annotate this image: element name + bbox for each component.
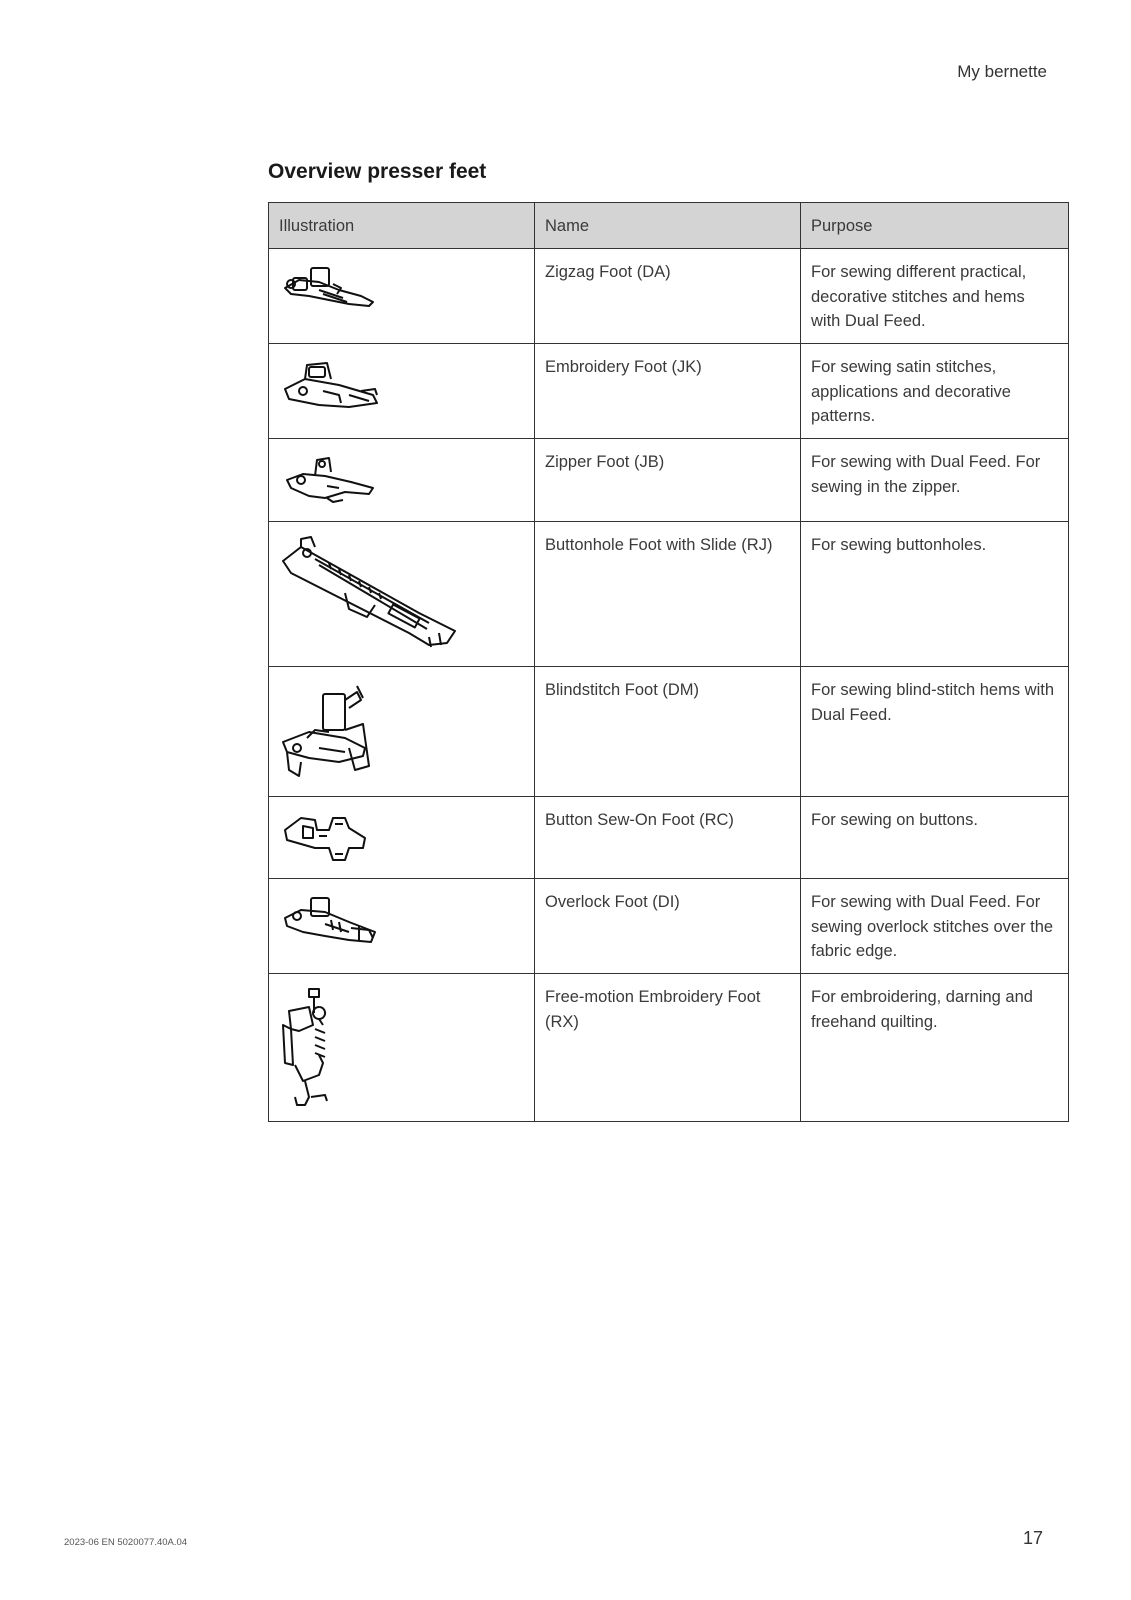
column-header-purpose: Purpose <box>801 203 1069 249</box>
illustration-cell <box>269 879 535 974</box>
illustration-cell <box>269 667 535 797</box>
foot-name: Blindstitch Foot (DM) <box>535 667 801 797</box>
table-header-row <box>269 203 1069 249</box>
illustration-cell <box>269 439 535 522</box>
foot-purpose: For embroidering, darning and freehand quilting. <box>801 974 1069 1122</box>
table-row <box>269 974 1069 1122</box>
illustration-cell <box>269 249 535 344</box>
button-sew-on-foot-icon <box>279 808 379 868</box>
presser-feet-table <box>268 202 1069 1122</box>
illustration-cell <box>269 344 535 439</box>
foot-name: Free-motion Embroidery Foot (RX) <box>535 974 801 1122</box>
document-code: 2023-06 EN 5020077.40A.04 <box>64 1537 188 1548</box>
table-row <box>269 344 1069 439</box>
embroidery-foot-icon <box>279 355 383 425</box>
foot-name: Button Sew-On Foot (RC) <box>535 797 801 879</box>
foot-name: Zigzag Foot (DA) <box>535 249 801 344</box>
section-title: Overview presser feet <box>268 160 487 183</box>
free-motion-embroidery-foot-icon <box>279 985 349 1113</box>
foot-purpose: For sewing with Dual Feed. For sewing overlock stitches over the fabric edge. <box>801 879 1069 974</box>
table-row <box>269 879 1069 974</box>
zipper-foot-icon <box>279 450 379 510</box>
running-head: My bernette <box>957 62 1047 81</box>
foot-purpose: For sewing on buttons. <box>801 797 1069 879</box>
overlock-foot-icon <box>279 890 383 954</box>
foot-name: Embroidery Foot (JK) <box>535 344 801 439</box>
page-number: 17 <box>1022 1528 1043 1548</box>
illustration-cell <box>269 522 535 667</box>
table-row <box>269 667 1069 797</box>
table-row <box>269 249 1069 344</box>
foot-name: Overlock Foot (DI) <box>535 879 801 974</box>
zigzag-foot-icon <box>279 260 379 320</box>
illustration-cell <box>269 797 535 879</box>
blindstitch-foot-icon <box>279 678 379 788</box>
table-row <box>269 522 1069 667</box>
foot-purpose: For sewing with Dual Feed. For sewing in the zipper. <box>801 439 1069 522</box>
column-header-name: Name <box>535 203 801 249</box>
column-header-illustration: Illustration <box>269 203 535 249</box>
foot-name: Zipper Foot (JB) <box>535 439 801 522</box>
foot-purpose: For sewing blind-stitch hems with Dual Feed. <box>801 667 1069 797</box>
foot-purpose: For sewing buttonholes. <box>801 522 1069 667</box>
foot-purpose: For sewing different practical, decorative stitches and hems with Dual Feed. <box>801 249 1069 344</box>
foot-name: Buttonhole Foot with Slide (RJ) <box>535 522 801 667</box>
buttonhole-foot-icon <box>279 533 459 658</box>
table-row <box>269 439 1069 522</box>
illustration-cell <box>269 974 535 1122</box>
table-row <box>269 797 1069 879</box>
foot-purpose: For sewing satin stitches, applications and decorative patterns. <box>801 344 1069 439</box>
